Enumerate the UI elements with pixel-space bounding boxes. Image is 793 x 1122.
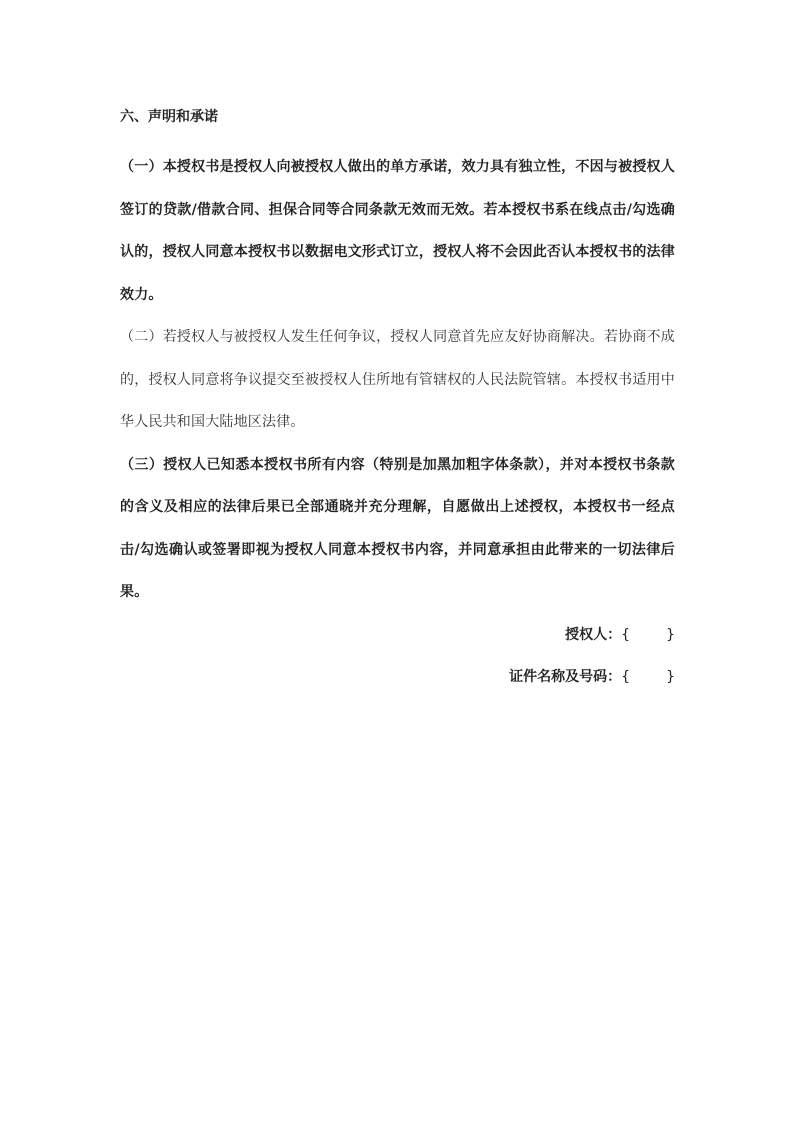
authorizer-placeholder-close: } [666, 626, 675, 643]
authorizer-placeholder-open: { [621, 626, 631, 643]
section-title: 六、声明和承诺 [120, 109, 218, 125]
clause-1-paragraph: （一）本授权书是授权人向被授权人做出的单方承诺，效力具有独立性，不因与被授权人签订的贷款/借款合同、担保合同等合同条款无效而无效。若本授权书系在线点击/勾选确认的，授权人同意本授权书以数据电文形式订立，授权人将不会因此否认本授权书的法律效力。 [120, 159, 675, 303]
id-placeholder-close: } [666, 669, 675, 685]
authorizer-label: 授权人： [565, 626, 622, 643]
clause-3-paragraph: （三）授权人已知悉本授权书所有内容（特别是加黑加粗字体条款），并对本授权书条款的含义及相应的法律后果已全部通晓并充分理解，自愿做出上述授权，本授权书一经点击/勾选确认或签署即视为授权人同意本授权书内容，并同意承担由此带来的一切法律后果。 [120, 456, 675, 600]
clause-2-paragraph: （二）若授权人与被授权人发生任何争议，授权人同意首先应友好协商解决。若协商不成的，授权人同意将争议提交至被授权人住所地有管辖权的人民法院管辖。本授权书适用中华人民共和国大陆地区法律。 [120, 329, 675, 430]
id-signature-line [120, 656, 675, 699]
id-placeholder-open: { [621, 669, 631, 685]
document-page [120, 104, 675, 699]
authorizer-signature-line [120, 614, 675, 657]
id-label: 证件名称及号码： [509, 669, 622, 685]
